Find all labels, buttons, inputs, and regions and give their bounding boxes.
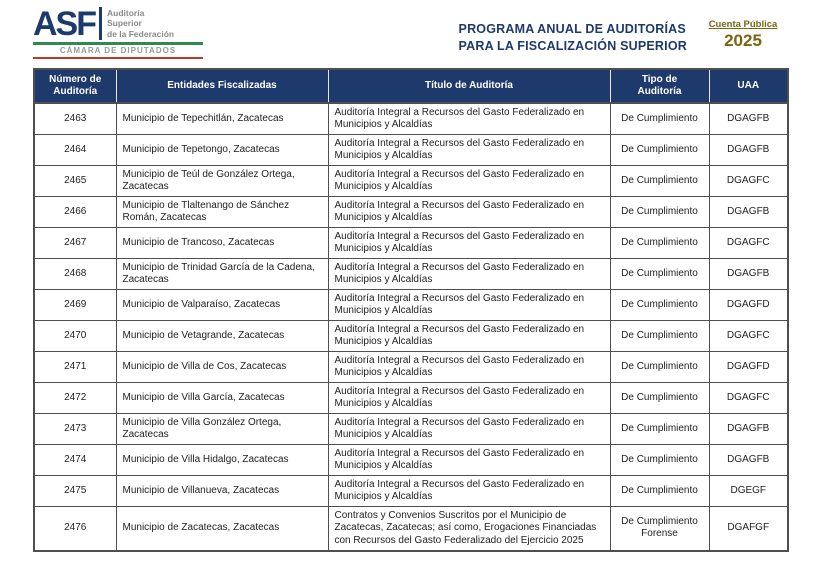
cell-numero: 2465 [34,166,116,197]
cell-tipo: De Cumplimiento [610,321,709,352]
cell-titulo: Auditoría Integral a Recursos del Gasto Federalizado en Municipios y Alcaldías [328,197,610,228]
cell-entidad: Municipio de Tepechitlán, Zacatecas [116,103,328,135]
cell-titulo: Auditoría Integral a Recursos del Gasto Federalizado en Municipios y Alcaldías [328,383,610,414]
cell-entidad: Municipio de Trancoso, Zacatecas [116,228,328,259]
cell-entidad: Municipio de Villa de Cos, Zacatecas [116,352,328,383]
cell-titulo: Auditoría Integral a Recursos del Gasto Federalizado en Municipios y Alcaldías [328,135,610,166]
program-title-line2: PARA LA FISCALIZACIÓN SUPERIOR [458,39,687,53]
col-header-uaa: UAA [709,69,788,103]
cell-entidad: Municipio de Tepetongo, Zacatecas [116,135,328,166]
cell-numero: 2463 [34,103,116,135]
col-header-entidades: Entidades Fiscalizadas [116,69,328,103]
cell-titulo: Auditoría Integral a Recursos del Gasto Federalizado en Municipios y Alcaldías [328,259,610,290]
cell-entidad: Municipio de Teúl de González Ortega, Zacatecas [116,166,328,197]
cell-tipo: De Cumplimiento [610,103,709,135]
cuenta-publica-year: 2025 [724,31,762,50]
cell-uaa: DGAGFB [709,103,788,135]
page-header [33,4,787,59]
cell-entidad: Municipio de Villa Hidalgo, Zacatecas [116,445,328,476]
cell-tipo: De Cumplimiento [610,259,709,290]
cell-numero: 2470 [34,321,116,352]
table-row [34,507,788,551]
cell-titulo: Auditoría Integral a Recursos del Gasto Federalizado en Municipios y Alcaldías [328,414,610,445]
cell-titulo: Auditoría Integral a Recursos del Gasto Federalizado en Municipios y Alcaldías [328,290,610,321]
col-header-tipo: Tipo de Auditoría [610,69,709,103]
cell-uaa: DGAGFB [709,445,788,476]
cell-uaa: DGAGFC [709,383,788,414]
cell-tipo: De Cumplimiento [610,166,709,197]
table-header-row [34,69,788,103]
cell-uaa: DGAGFC [709,166,788,197]
cell-entidad: Municipio de Trinidad García de la Cadena, Zacatecas [116,259,328,290]
asf-logo [33,4,203,59]
cell-numero: 2468 [34,259,116,290]
cuenta-publica-block [699,19,787,51]
program-title [459,21,687,55]
cell-titulo: Auditoría Integral a Recursos del Gasto Federalizado en Municipios y Alcaldías [328,321,610,352]
asf-acronym: ASF [33,4,95,43]
cell-entidad: Municipio de Villa González Ortega, Zacatecas [116,414,328,445]
cell-numero: 2467 [34,228,116,259]
cell-uaa: DGAGFD [709,290,788,321]
table-row [34,135,788,166]
cell-numero: 2469 [34,290,116,321]
logo-name-line: Auditoría [107,7,145,18]
cell-titulo: Auditoría Integral a Recursos del Gasto Federalizado en Municipios y Alcaldías [328,352,610,383]
logo-name-line: de la Federación [107,28,175,39]
logo-divider [99,7,102,40]
cell-titulo: Auditoría Integral a Recursos del Gasto Federalizado en Municipios y Alcaldías [328,476,610,507]
cell-uaa: DGAGFB [709,135,788,166]
table-body [34,103,788,551]
logo-name [107,8,174,40]
table-row [34,166,788,197]
col-header-titulo: Título de Auditoría [328,69,610,103]
cell-tipo: De Cumplimiento [610,445,709,476]
table-row [34,445,788,476]
cell-uaa: DGAFGF [709,507,788,551]
cell-entidad: Municipio de Villanueva, Zacatecas [116,476,328,507]
cell-numero: 2476 [34,507,116,551]
cell-tipo: De Cumplimiento [610,290,709,321]
cell-entidad: Municipio de Zacatecas, Zacatecas [116,507,328,551]
cell-titulo: Auditoría Integral a Recursos del Gasto Federalizado en Municipios y Alcaldías [328,103,610,135]
cell-uaa: DGEGF [709,476,788,507]
cell-tipo: De Cumplimiento [610,197,709,228]
cell-tipo: De Cumplimiento [610,383,709,414]
cell-entidad: Municipio de Valparaíso, Zacatecas [116,290,328,321]
red-rule [33,57,203,60]
cell-tipo: De Cumplimiento [610,476,709,507]
cell-uaa: DGAGFD [709,352,788,383]
cell-tipo: De Cumplimiento Forense [610,507,709,551]
audits-table [33,68,789,552]
cell-numero: 2466 [34,197,116,228]
cuenta-publica-label: Cuenta Pública [708,19,778,30]
table-row [34,290,788,321]
table-row [34,103,788,135]
program-title-line1: PROGRAMA ANUAL DE AUDITORÍAS [458,22,686,36]
cell-uaa: DGAGFC [709,228,788,259]
cell-entidad: Municipio de Villa García, Zacatecas [116,383,328,414]
cell-numero: 2475 [34,476,116,507]
table-row [34,414,788,445]
cell-numero: 2471 [34,352,116,383]
cell-numero: 2464 [34,135,116,166]
table-row [34,197,788,228]
table-row [34,383,788,414]
cell-tipo: De Cumplimiento [610,352,709,383]
cell-titulo: Contratos y Convenios Suscritos por el Municipio de Zacatecas, Zacatecas; así como, Erogaciones Financiadas con Recursos del Gasto Federalizado del Ejercicio 2025 [328,507,610,551]
cell-uaa: DGAGFB [709,414,788,445]
cell-numero: 2472 [34,383,116,414]
cell-entidad: Municipio de Tlaltenango de Sánchez Román, Zacatecas [116,197,328,228]
table-row [34,228,788,259]
table-row [34,259,788,290]
cell-titulo: Auditoría Integral a Recursos del Gasto Federalizado en Municipios y Alcaldías [328,166,610,197]
cell-uaa: DGAGFB [709,259,788,290]
cell-tipo: De Cumplimiento [610,414,709,445]
cell-titulo: Auditoría Integral a Recursos del Gasto Federalizado en Municipios y Alcaldías [328,445,610,476]
col-header-numero: Número de Auditoría [34,69,116,103]
cell-entidad: Municipio de Vetagrande, Zacatecas [116,321,328,352]
cell-tipo: De Cumplimiento [610,228,709,259]
cell-titulo: Auditoría Integral a Recursos del Gasto Federalizado en Municipios y Alcaldías [328,228,610,259]
cell-uaa: DGAGFC [709,321,788,352]
table-row [34,476,788,507]
logo-name-line: Superior [107,18,142,29]
cell-tipo: De Cumplimiento [610,135,709,166]
cell-numero: 2474 [34,445,116,476]
table-row [34,352,788,383]
table-header [34,69,788,103]
cell-uaa: DGAGFB [709,197,788,228]
chamber-label: CÁMARA DE DIPUTADOS [59,46,177,55]
table-row [34,321,788,352]
cell-numero: 2473 [34,414,116,445]
